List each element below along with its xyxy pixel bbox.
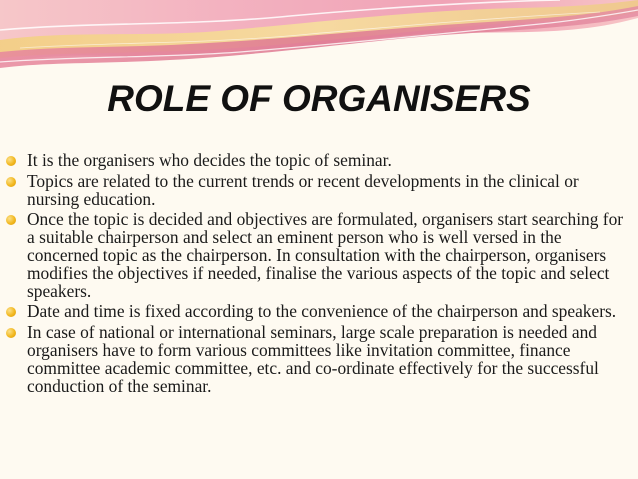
bullet-dot-icon bbox=[6, 215, 16, 225]
bullet-text: Date and time is fixed according to the convenience of the chairperson and speakers. bbox=[27, 301, 617, 322]
list-item bbox=[6, 303, 630, 321]
bullet-text: In case of national or international seminars, large scale preparation is needed and organisers have to form various committees like invitation committee, finance committee academic committee, etc. and co-ordinate effectively for the successful conduction of the seminar. bbox=[27, 322, 599, 396]
bullet-dot-icon bbox=[6, 328, 16, 338]
decorative-wave-banner bbox=[0, 0, 638, 80]
bullet-list bbox=[6, 152, 630, 398]
slide-title: ROLE OF ORGANISERS bbox=[107, 78, 531, 119]
list-item bbox=[6, 170, 630, 209]
list-item bbox=[6, 211, 630, 300]
bullet-dot-icon bbox=[6, 156, 16, 166]
bullet-text: Topics are related to the current trends or recent developments in the clinical or nursing education. bbox=[27, 170, 579, 209]
list-item bbox=[6, 324, 630, 395]
list-item bbox=[6, 152, 630, 170]
bullet-text: Once the topic is decided and objectives are formulated, organisers start searching for a suitable chairperson and select an eminent person who is well versed in the concerned topic as the chairperson. In consultation with the chairperson, organisers modifies the objectives if needed, finalise the various aspects of the topic and select speakers. bbox=[27, 209, 624, 301]
bullet-text: It is the organisers who decides the topic of seminar. bbox=[27, 150, 392, 170]
bullet-dot-icon bbox=[6, 307, 16, 317]
bullet-dot-icon bbox=[6, 177, 16, 187]
